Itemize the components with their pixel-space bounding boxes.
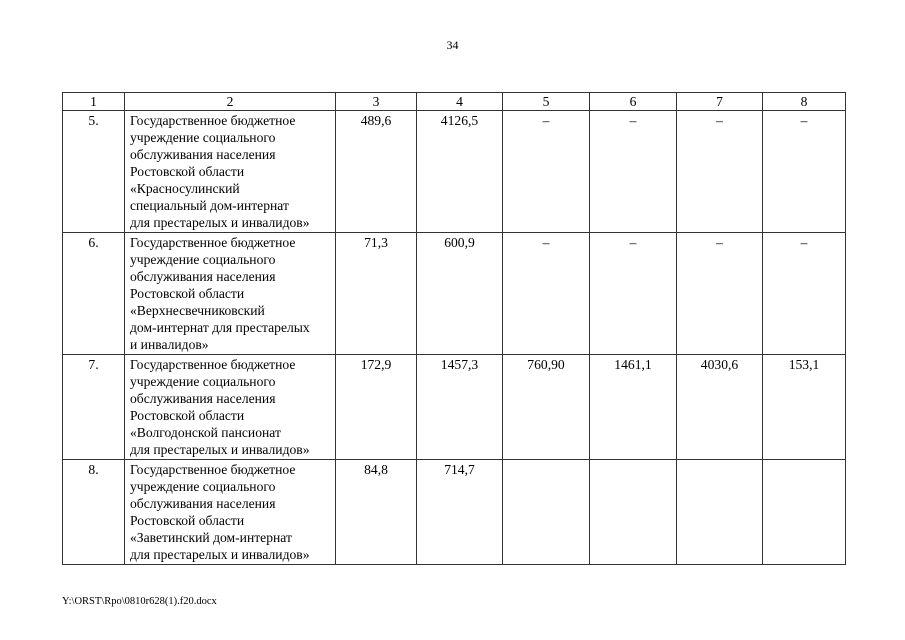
- value-cell: –: [677, 111, 763, 233]
- row-number: 7.: [63, 355, 125, 460]
- column-header: 8: [763, 93, 846, 111]
- institution-name: [125, 233, 336, 355]
- column-header: 2: [125, 93, 336, 111]
- table-row: [63, 111, 846, 233]
- name-line: обслуживания населения: [130, 391, 276, 406]
- value-cell: 760,90: [503, 355, 590, 460]
- value-cell: –: [763, 111, 846, 233]
- column-header: 4: [417, 93, 503, 111]
- value-cell: –: [503, 233, 590, 355]
- column-header: 6: [590, 93, 677, 111]
- value-cell: –: [677, 233, 763, 355]
- page-number: 34: [446, 38, 459, 52]
- name-line: Ростовской области: [130, 286, 245, 301]
- name-line: учреждение социального: [130, 130, 276, 145]
- value-cell: –: [503, 111, 590, 233]
- name-line: учреждение социального: [130, 479, 276, 494]
- table-row: [63, 355, 846, 460]
- name-line: Ростовской области: [130, 164, 245, 179]
- name-line: Государственное бюджетное: [130, 357, 296, 372]
- row-number: 8.: [63, 460, 125, 565]
- name-line: Государственное бюджетное: [130, 235, 296, 250]
- column-header: 7: [677, 93, 763, 111]
- value-cell: 714,7: [417, 460, 503, 565]
- table-row: [63, 233, 846, 355]
- value-cell: [590, 460, 677, 565]
- value-cell: [503, 460, 590, 565]
- table-row: [63, 460, 846, 565]
- value-cell: 1457,3: [417, 355, 503, 460]
- name-line: для престарелых и инвалидов»: [130, 442, 310, 457]
- file-path-footer: Y:\ORST\Rpo\0810r628(1).f20.docx: [62, 596, 217, 607]
- institution-name: [125, 111, 336, 233]
- name-line: и инвалидов»: [130, 337, 209, 352]
- value-cell: –: [590, 111, 677, 233]
- name-line: специальный дом-интернат: [130, 198, 289, 213]
- value-cell: 4126,5: [417, 111, 503, 233]
- name-line: обслуживания населения: [130, 496, 276, 511]
- name-line: «Волгодонской пансионат: [130, 425, 281, 440]
- name-line: «Заветинский дом-интернат: [130, 530, 292, 545]
- name-line: обслуживания населения: [130, 269, 276, 284]
- value-cell: 4030,6: [677, 355, 763, 460]
- name-line: для престарелых и инвалидов»: [130, 547, 310, 562]
- value-cell: 84,8: [336, 460, 417, 565]
- value-cell: [763, 460, 846, 565]
- data-table: [62, 92, 846, 565]
- value-cell: 600,9: [417, 233, 503, 355]
- institution-name: [125, 460, 336, 565]
- column-header: 3: [336, 93, 417, 111]
- name-line: «Красносулинский: [130, 181, 240, 196]
- name-line: учреждение социального: [130, 374, 276, 389]
- value-cell: 71,3: [336, 233, 417, 355]
- value-cell: 153,1: [763, 355, 846, 460]
- row-number: 6.: [63, 233, 125, 355]
- name-line: для престарелых и инвалидов»: [130, 215, 310, 230]
- name-line: дом-интернат для престарелых: [130, 320, 310, 335]
- institution-name: [125, 355, 336, 460]
- value-cell: 172,9: [336, 355, 417, 460]
- row-number: 5.: [63, 111, 125, 233]
- name-line: обслуживания населения: [130, 147, 276, 162]
- value-cell: 489,6: [336, 111, 417, 233]
- column-header: 5: [503, 93, 590, 111]
- column-header: 1: [63, 93, 125, 111]
- value-cell: 1461,1: [590, 355, 677, 460]
- name-line: учреждение социального: [130, 252, 276, 267]
- value-cell: –: [590, 233, 677, 355]
- name-line: Ростовской области: [130, 513, 245, 528]
- name-line: Государственное бюджетное: [130, 113, 296, 128]
- name-line: «Верхнесвечниковский: [130, 303, 265, 318]
- name-line: Государственное бюджетное: [130, 462, 296, 477]
- value-cell: [677, 460, 763, 565]
- table-header-row: [63, 93, 846, 111]
- value-cell: –: [763, 233, 846, 355]
- name-line: Ростовской области: [130, 408, 245, 423]
